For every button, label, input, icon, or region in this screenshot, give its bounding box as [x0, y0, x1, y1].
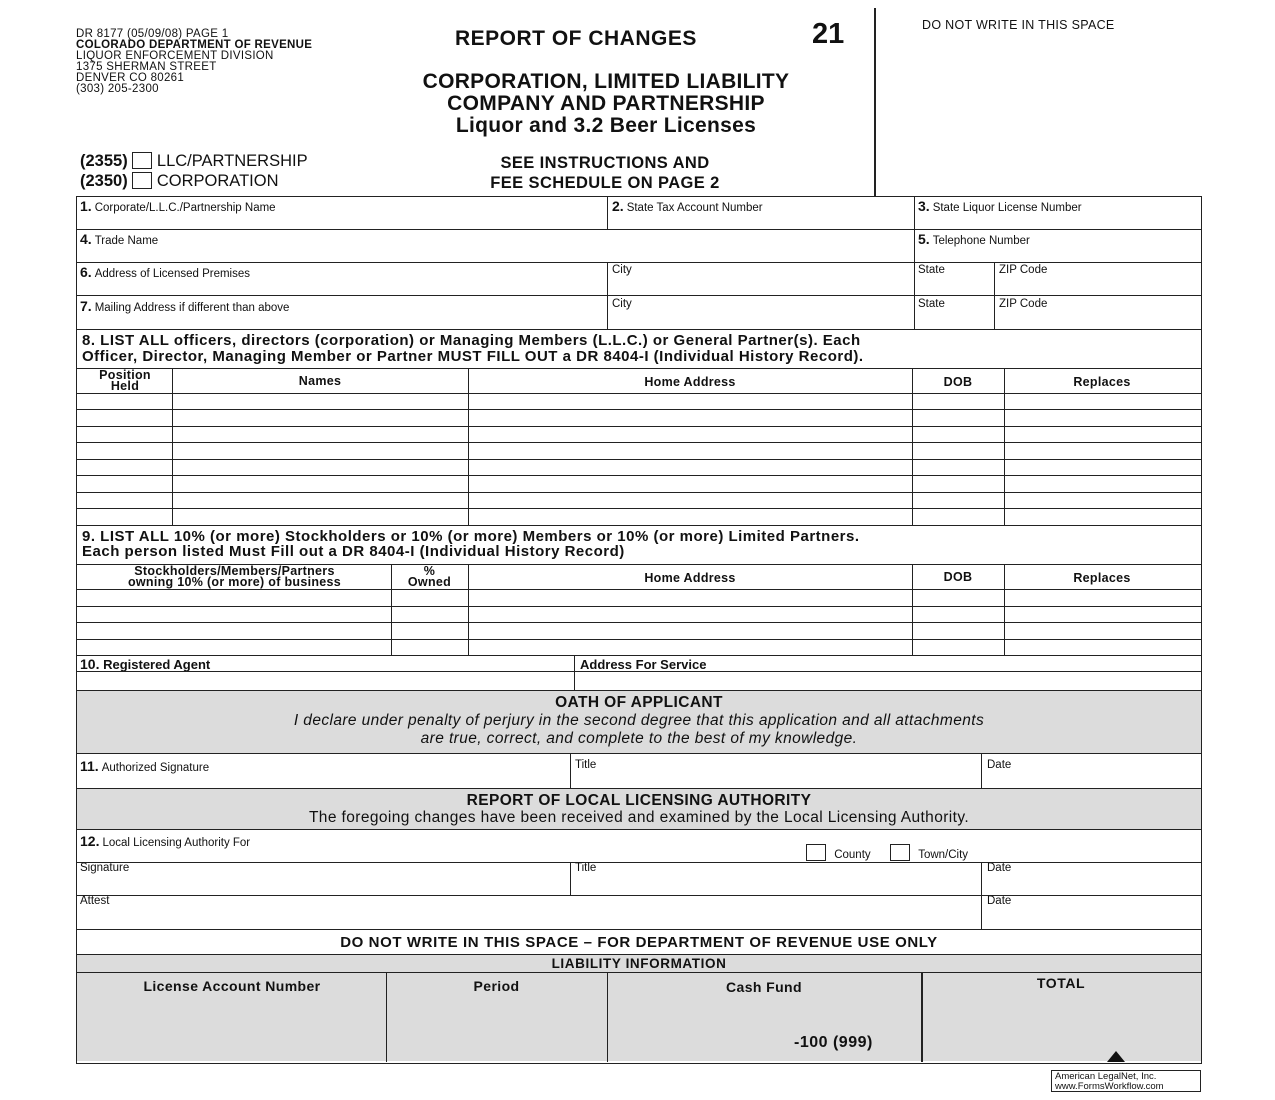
field-12-attest[interactable]: Attest [80, 895, 110, 907]
corp-checkbox[interactable] [132, 172, 152, 189]
report-title: REPORT OF CHANGES [455, 27, 697, 50]
agency-city: DENVER CO 80261 [76, 72, 185, 84]
field-4-trade-name[interactable]: 4. Trade Name [80, 231, 159, 247]
col-names: Names [298, 374, 342, 388]
dor-use-banner: DO NOT WRITE IN THIS SPACE – FOR DEPARTMENT OF REVENUE USE ONLY [340, 934, 938, 951]
agency-phone: (303) 205-2300 [76, 83, 159, 95]
section-8-line-1: 8. LIST ALL officers, directors (corporation) or Managing Members (L.L.C.) or General Partner(s). Each [82, 332, 861, 349]
subtitle-block [356, 71, 856, 137]
col-license-account: License Account Number [143, 978, 321, 994]
division-name: LIQUOR ENFORCEMENT DIVISION [76, 50, 274, 62]
local-authority-block [77, 792, 1201, 826]
footer-line-2: www.FormsWorkflow.com [1055, 1081, 1164, 1092]
oath-line-2: are true, correct, and complete to the best of my knowledge. [420, 730, 858, 747]
field-2-state-tax-account[interactable]: 2. State Tax Account Number [612, 198, 763, 214]
subtitle-line-3: Liquor and 3.2 Beer Licenses [455, 114, 757, 137]
subtitle-line-1: CORPORATION, LIMITED LIABILITY [422, 70, 790, 93]
section-9-line-2: Each person listed Must Fill out a DR 8404-I (Individual History Record) [82, 543, 625, 560]
header-divider [874, 8, 876, 196]
section-9-line-1: 9. LIST ALL 10% (or more) Stockholders or 10% (or more) Members or 10% (or more) Limited Partners. [82, 528, 860, 545]
field-12-date[interactable]: Date [987, 862, 1012, 874]
town-option[interactable] [890, 844, 968, 861]
triangle-marker-icon [1107, 1051, 1125, 1062]
field-12-local-authority[interactable]: 12. Local Licensing Authority For [80, 833, 251, 849]
col-cash-fund: Cash Fund [726, 979, 802, 995]
form-id: DR 8177 (05/09/08) PAGE 1 [76, 28, 229, 40]
col-home-address-8: Home Address [644, 375, 736, 389]
field-7-mailing-address[interactable]: 7. Mailing Address if different than above [80, 298, 290, 314]
field-7-zip[interactable]: ZIP Code [999, 298, 1048, 310]
field-3-state-liquor-license[interactable]: 3. State Liquor License Number [918, 198, 1082, 214]
agency-name: COLORADO DEPARTMENT OF REVENUE [76, 39, 313, 51]
field-11-title[interactable]: Title [575, 759, 597, 771]
field-6-zip[interactable]: ZIP Code [999, 264, 1048, 276]
corp-option [80, 171, 308, 191]
col-stockholders: Stockholders/Members/Partners owning 10% (or more) of business [127, 564, 342, 589]
county-checkbox[interactable] [806, 844, 826, 861]
local-authority-line: The foregoing changes have been received and examined by the Local Licensing Authority. [308, 809, 970, 826]
oath-block [77, 694, 1201, 748]
town-label: Town/City [918, 849, 969, 861]
local-authority-title: REPORT OF LOCAL LICENSING AUTHORITY [466, 792, 812, 809]
field-11-date[interactable]: Date [987, 759, 1012, 771]
oath-title: OATH OF APPLICANT [555, 694, 723, 711]
town-checkbox[interactable] [890, 844, 910, 861]
col-position-held: Position Held [99, 368, 151, 393]
section-8-line-2: Officer, Director, Managing Member or Partner MUST FILL OUT a DR 8404-I (Individual History Record). [82, 348, 864, 365]
section-8-heading [82, 333, 864, 365]
county-label: County [834, 849, 871, 861]
agency-block [76, 29, 312, 95]
form-number: 21 [812, 18, 845, 50]
instructions-line-1: SEE INSTRUCTIONS AND [500, 154, 710, 172]
col-replaces-9: Replaces [1073, 571, 1131, 585]
county-option[interactable] [806, 844, 871, 861]
llc-code: (2355) [80, 152, 128, 170]
corp-code: (2350) [80, 172, 128, 190]
field-6-city[interactable]: City [612, 264, 632, 276]
cash-fund-code: -100 (999) [794, 1034, 873, 1051]
field-7-city[interactable]: City [612, 298, 632, 310]
llc-checkbox[interactable] [132, 152, 152, 169]
field-10-address-for-service[interactable]: Address For Service [580, 657, 707, 672]
agency-street: 1375 SHERMAN STREET [76, 61, 217, 73]
col-dob-9: DOB [943, 570, 973, 584]
field-6-premises-address[interactable]: 6. Address of Licensed Premises [80, 264, 251, 280]
col-percent-owned: % Owned [407, 564, 452, 589]
col-total: TOTAL [1036, 975, 1086, 991]
col-home-address-9: Home Address [644, 571, 736, 585]
field-10-registered-agent[interactable]: 10. Registered Agent [80, 656, 211, 672]
oath-line-1: I declare under penalty of perjury in the second degree that this application and all attachments [293, 712, 985, 729]
subtitle-line-2: COMPANY AND PARTNERSHIP [447, 92, 765, 115]
field-12-title[interactable]: Title [575, 862, 597, 874]
col-period: Period [473, 978, 520, 994]
instructions-line-2: FEE SCHEDULE ON PAGE 2 [490, 174, 720, 192]
footer-line-1: American LegalNet, Inc. [1055, 1071, 1157, 1082]
col-replaces-8: Replaces [1073, 375, 1131, 389]
field-5-telephone[interactable]: 5. Telephone Number [918, 231, 1030, 247]
field-12-attest-date[interactable]: Date [987, 895, 1012, 907]
instructions-note [440, 153, 770, 193]
field-1-corporate-name[interactable]: 1. Corporate/L.L.C./Partnership Name [80, 198, 276, 214]
llc-label: LLC/PARTNERSHIP [156, 152, 308, 170]
field-11-authorized-signature[interactable]: 11. Authorized Signature [80, 758, 210, 774]
corp-label: CORPORATION [156, 172, 279, 190]
field-12-signature[interactable]: Signature [80, 862, 130, 874]
do-not-write-header: DO NOT WRITE IN THIS SPACE [922, 18, 1115, 32]
section-9-heading [82, 529, 860, 559]
entity-type-block [80, 151, 308, 191]
liability-title: LIABILITY INFORMATION [551, 956, 727, 971]
llc-option [80, 151, 308, 171]
field-6-state[interactable]: State [918, 264, 945, 276]
footer-credit [1051, 1070, 1201, 1092]
col-dob-8: DOB [943, 375, 973, 389]
field-7-state[interactable]: State [918, 298, 945, 310]
